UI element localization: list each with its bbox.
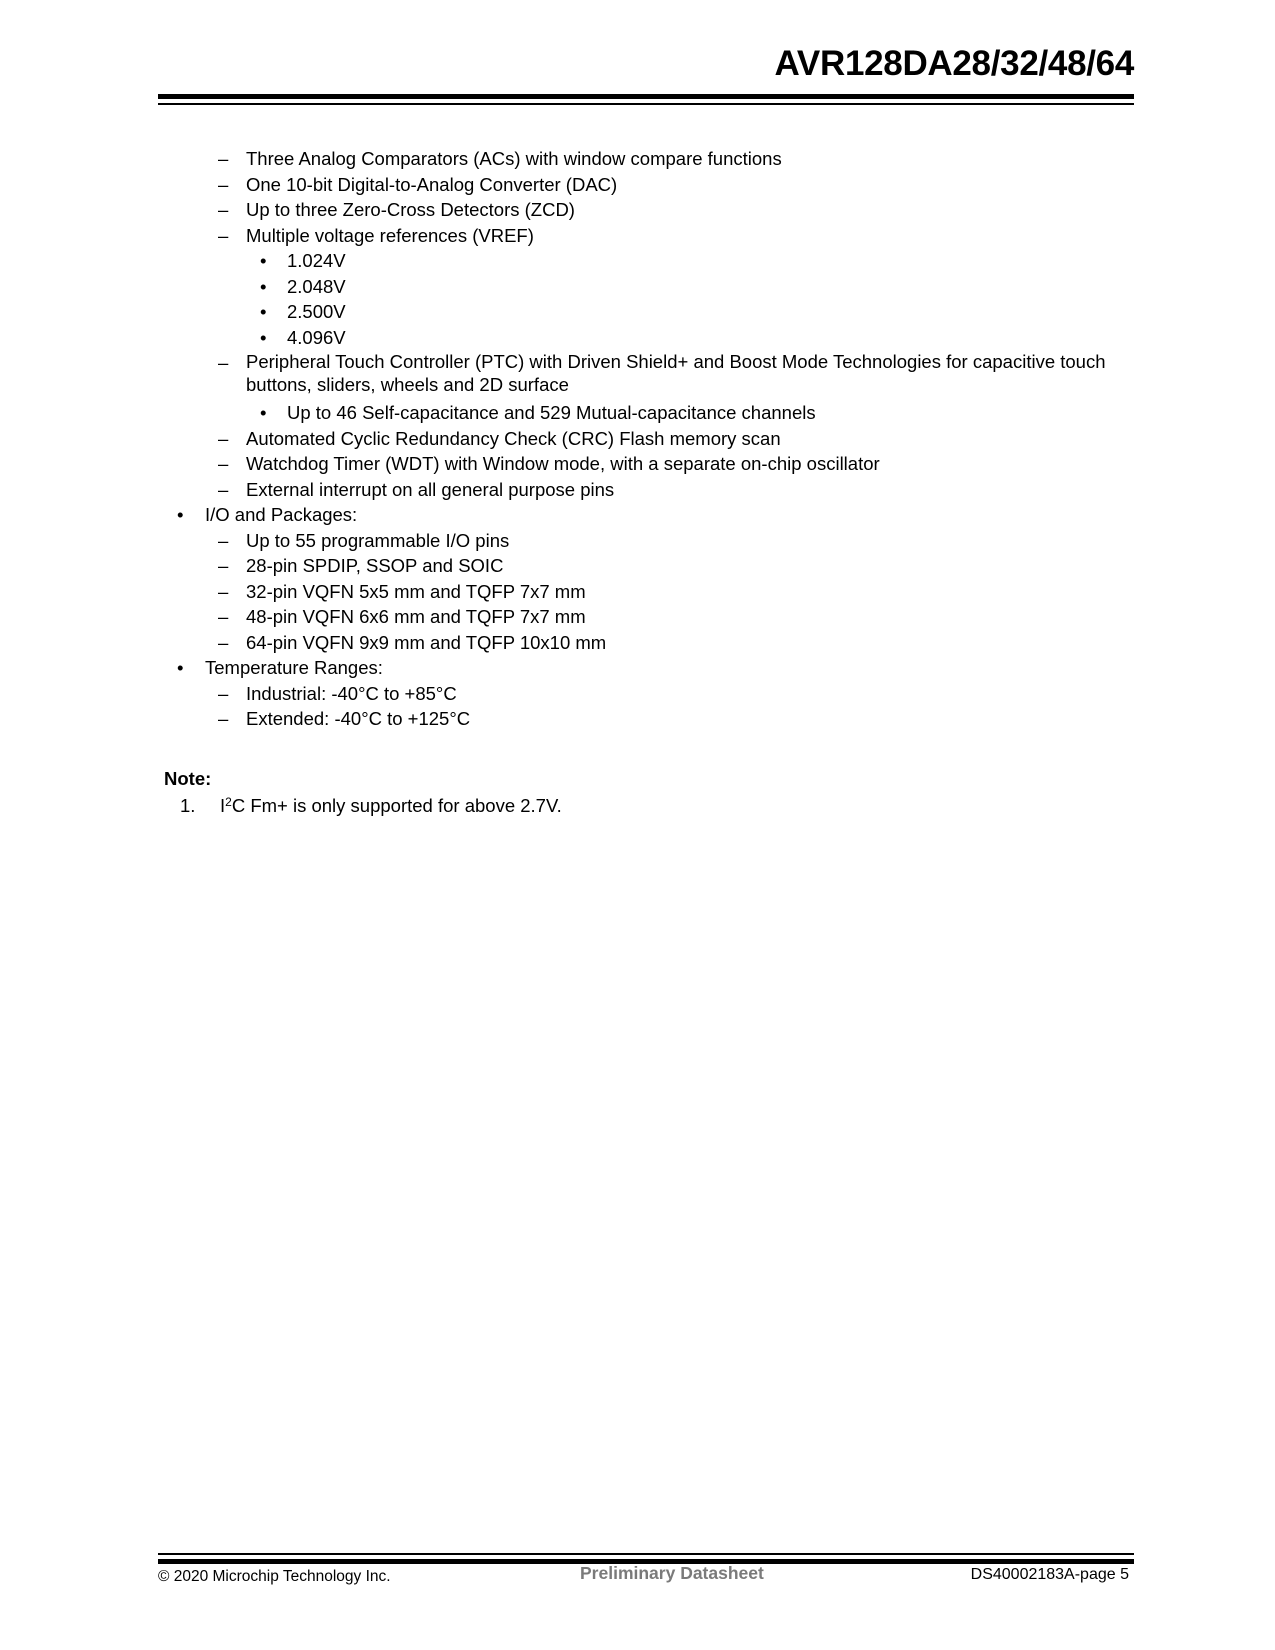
list-item: [0, 274, 1275, 300]
footer-page-number: DS40002183A-page 5: [970, 1566, 1129, 1583]
list-item: [0, 426, 1275, 452]
list-item-text: Automated Cyclic Redundancy Check (CRC) Flash memory scan: [246, 427, 781, 449]
list-item-text: 2.048V: [287, 275, 346, 297]
list-item-text: Up to 55 programmable I/O pins: [246, 529, 510, 551]
note-text-rest: C Fm+ is only supported for above 2.7V.: [231, 795, 562, 816]
bullet-marker: •: [260, 301, 267, 322]
list-item-text: Extended: -40°C to +125°C: [246, 708, 471, 729]
bullet-marker: •: [260, 275, 267, 297]
footer-doc-status: Preliminary Datasheet: [580, 1563, 764, 1583]
list-item: [0, 502, 1275, 528]
list-item: [0, 197, 1275, 223]
note-number: 1.: [180, 795, 196, 816]
list-item-text: Watchdog Timer (WDT) with Window mode, with a separate on-chip oscillator: [246, 453, 880, 474]
list-item-text: Up to 46 Self-capacitance and 529 Mutual-capacitance channels: [287, 402, 816, 423]
dash-marker: –: [218, 631, 229, 653]
list-item-text: 2.500V: [287, 301, 346, 322]
list-item: [0, 172, 1275, 198]
list-item: [0, 655, 1275, 681]
list-item: [0, 350, 1275, 400]
dash-marker: –: [218, 529, 229, 551]
dash-marker: –: [218, 173, 229, 195]
list-item-text: Industrial: -40°C to +85°C: [246, 682, 457, 704]
list-item: [0, 553, 1275, 579]
list-item: [0, 146, 1275, 172]
feature-list: [0, 146, 1275, 732]
note-text-prefix: I: [220, 795, 226, 816]
dash-marker: –: [218, 682, 229, 704]
list-item-text: Up to three Zero-Cross Detectors (ZCD): [246, 199, 575, 220]
bullet-marker: •: [177, 657, 184, 678]
list-item-text: 48-pin VQFN 6x6 mm and TQFP 7x7 mm: [246, 606, 586, 627]
list-item-text: 1.024V: [287, 250, 346, 271]
list-item: [0, 579, 1275, 605]
list-item-text: Temperature Ranges:: [205, 657, 383, 678]
note-title: Note:: [164, 768, 212, 789]
header-rule-thin: [158, 103, 1134, 105]
dash-marker: –: [218, 427, 229, 449]
dash-marker: –: [218, 580, 229, 602]
page-header-title: AVR128DA28/32/48/64: [774, 44, 1134, 83]
header-rule-thick: [158, 94, 1134, 99]
list-item: [0, 477, 1275, 503]
list-item-text: 32-pin VQFN 5x5 mm and TQFP 7x7 mm: [246, 580, 586, 602]
list-item-text: 28-pin SPDIP, SSOP and SOIC: [246, 555, 504, 576]
dash-marker: –: [218, 478, 229, 500]
list-item: [0, 681, 1275, 707]
bullet-marker: •: [260, 326, 267, 348]
bullet-marker: •: [177, 504, 184, 525]
list-item: [0, 325, 1275, 351]
list-item-text: Peripheral Touch Controller (PTC) with Driven Shield+ and Boost Mode Technologies for capacitive touch buttons, sliders, wheels and 2D surface: [246, 351, 1106, 395]
list-item-text: I/O and Packages:: [205, 504, 358, 525]
list-item-text: 64-pin VQFN 9x9 mm and TQFP 10x10 mm: [246, 631, 607, 653]
bullet-marker: •: [260, 402, 267, 423]
list-item-text: 4.096V: [287, 326, 346, 348]
dash-marker: –: [218, 352, 229, 373]
dash-marker: –: [218, 606, 229, 627]
list-item: [0, 299, 1275, 325]
list-item: [0, 604, 1275, 630]
list-item-text: One 10-bit Digital-to-Analog Converter (DAC): [246, 173, 618, 195]
bullet-marker: •: [260, 250, 267, 271]
list-item-text: Three Analog Comparators (ACs) with window compare functions: [246, 148, 782, 169]
dash-marker: –: [218, 199, 229, 220]
list-item-text: Multiple voltage references (VREF): [246, 224, 534, 246]
dash-marker: –: [218, 224, 229, 246]
note-text-superscript: 2: [225, 795, 232, 809]
dash-marker: –: [218, 708, 229, 729]
list-item: [0, 528, 1275, 554]
note-text: [220, 795, 562, 817]
list-item: [0, 630, 1275, 656]
footer-copyright: © 2020 Microchip Technology Inc.: [158, 1568, 391, 1585]
list-item-text: External interrupt on all general purpose pins: [246, 478, 615, 500]
dash-marker: –: [218, 148, 229, 169]
list-item: [0, 451, 1275, 477]
list-item: [0, 248, 1275, 274]
dash-marker: –: [218, 555, 229, 576]
list-item: [0, 706, 1275, 732]
footer-rule-thin: [158, 1553, 1134, 1555]
list-item: [0, 223, 1275, 249]
dash-marker: –: [218, 453, 229, 474]
list-item: [0, 400, 1275, 426]
